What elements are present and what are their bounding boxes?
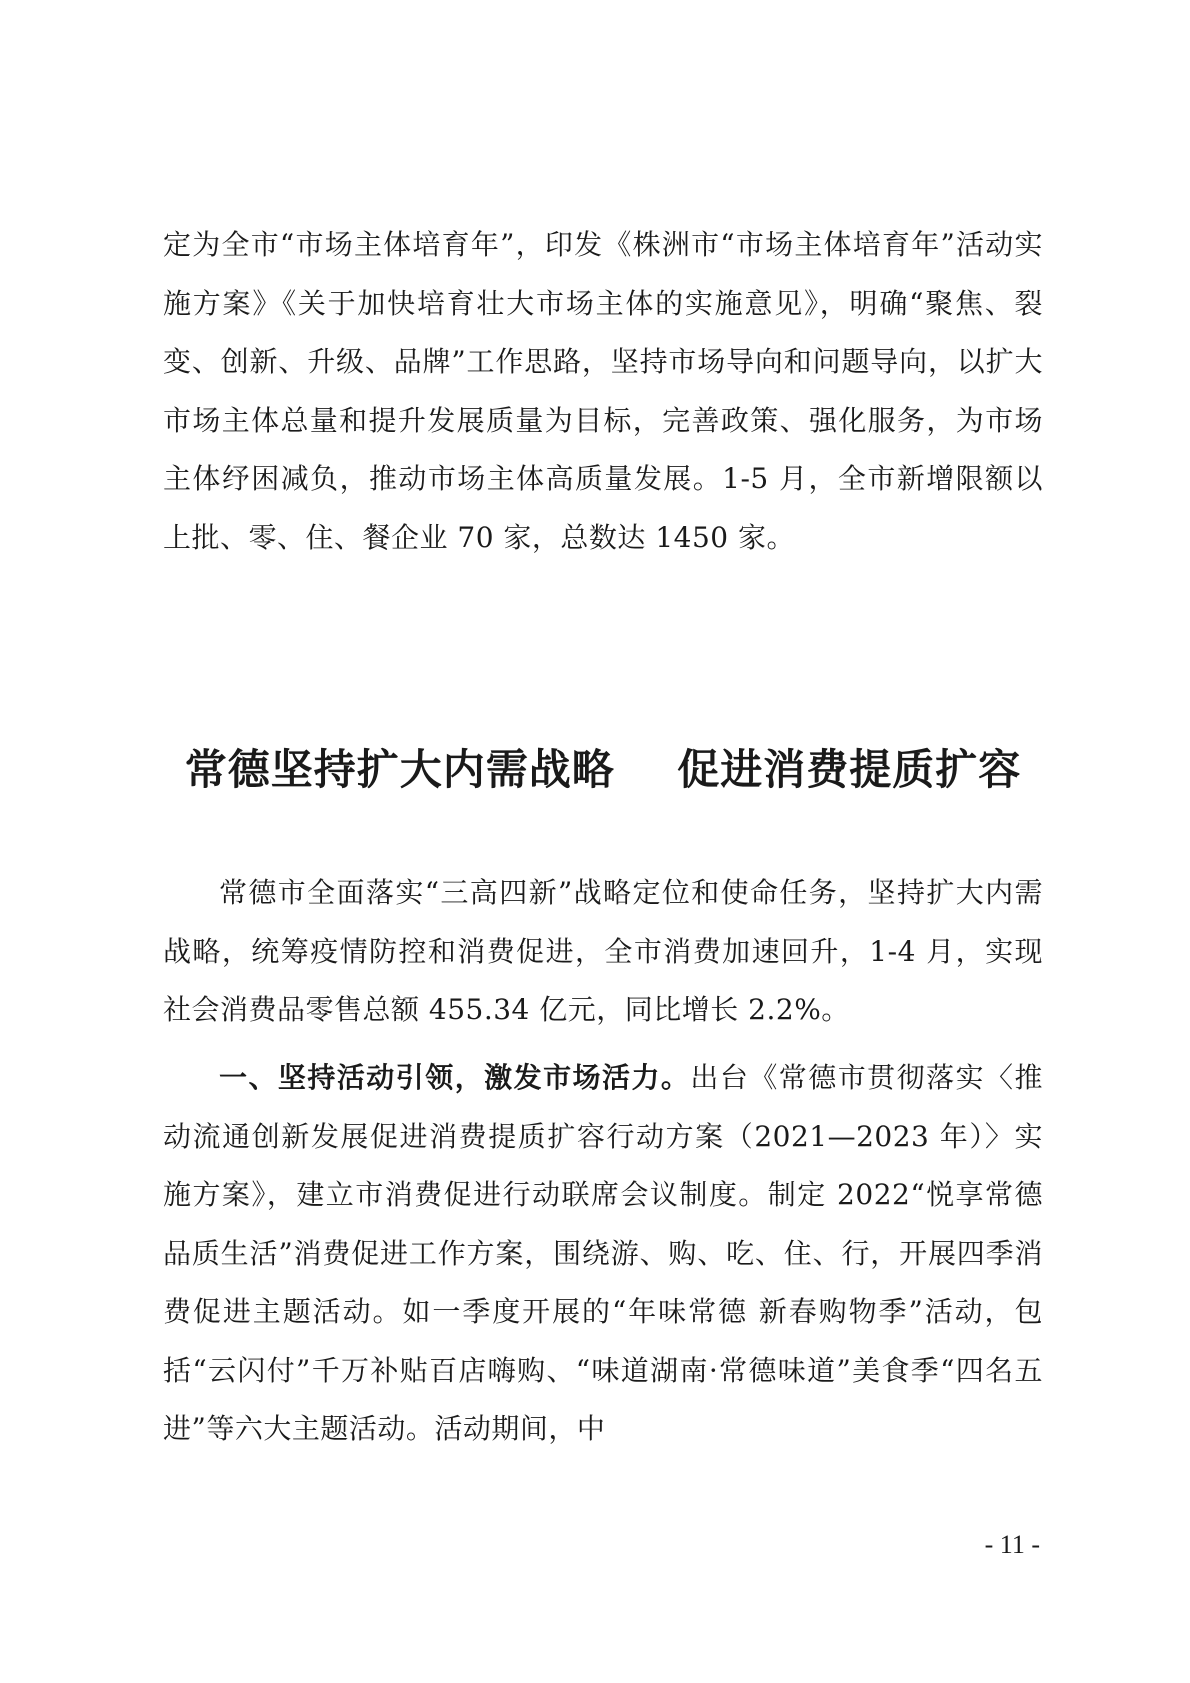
section-1-lead: 一、坚持活动引领，激发市场活力。 xyxy=(219,1061,691,1094)
intro-paragraph: 定为全市“市场主体培育年”，印发《株洲市“市场主体培育年”活动实施方案》《关于加快培育壮大市场主体的实施意见》，明确“聚焦、裂变、创新、升级、品牌”工作思路，坚持市场导向和问题导向，以扩大市场主体总量和提升发展质量为目标，完善政策、强化服务，为市场主体纾困减负，推动市场主体高质量发展。1-5 月，全市新增限额以上批、零、住、餐企业 70 家，总数达 1450 家。 xyxy=(163,228,1043,554)
section-1-paragraph xyxy=(163,1049,1043,1459)
article-summary-paragraph: 常德市全面落实“三高四新”战略定位和使命任务，坚持扩大内需战略，统筹疫情防控和消费促进，全市消费加速回升，1-4 月，实现社会消费品零售总额 455.34 亿元，同比增长 2.2%。 xyxy=(163,876,1043,1026)
article-title: 常德坚持扩大内需战略 促进消费提质扩容 xyxy=(184,745,1022,794)
page-number: - 11 - xyxy=(984,1530,1040,1559)
section-1-body: 出台《常德市贯彻落实〈推动流通创新发展促进消费提质扩容行动方案（2021—2023 年）〉实施方案》，建立市消费促进行动联席会议制度。制定 2022“悦享常德品质生活”消费促进工作方案，围绕游、购、吃、住、行，开展四季消费促进主题活动。如一季度开展的“年味常德 新春购物季”活动，包括“云闪付”千万补贴百店嗨购、“味道湖南·常德味道”美食季“四名五进”等六大主题活动。活动期间，中 xyxy=(163,1061,1043,1445)
